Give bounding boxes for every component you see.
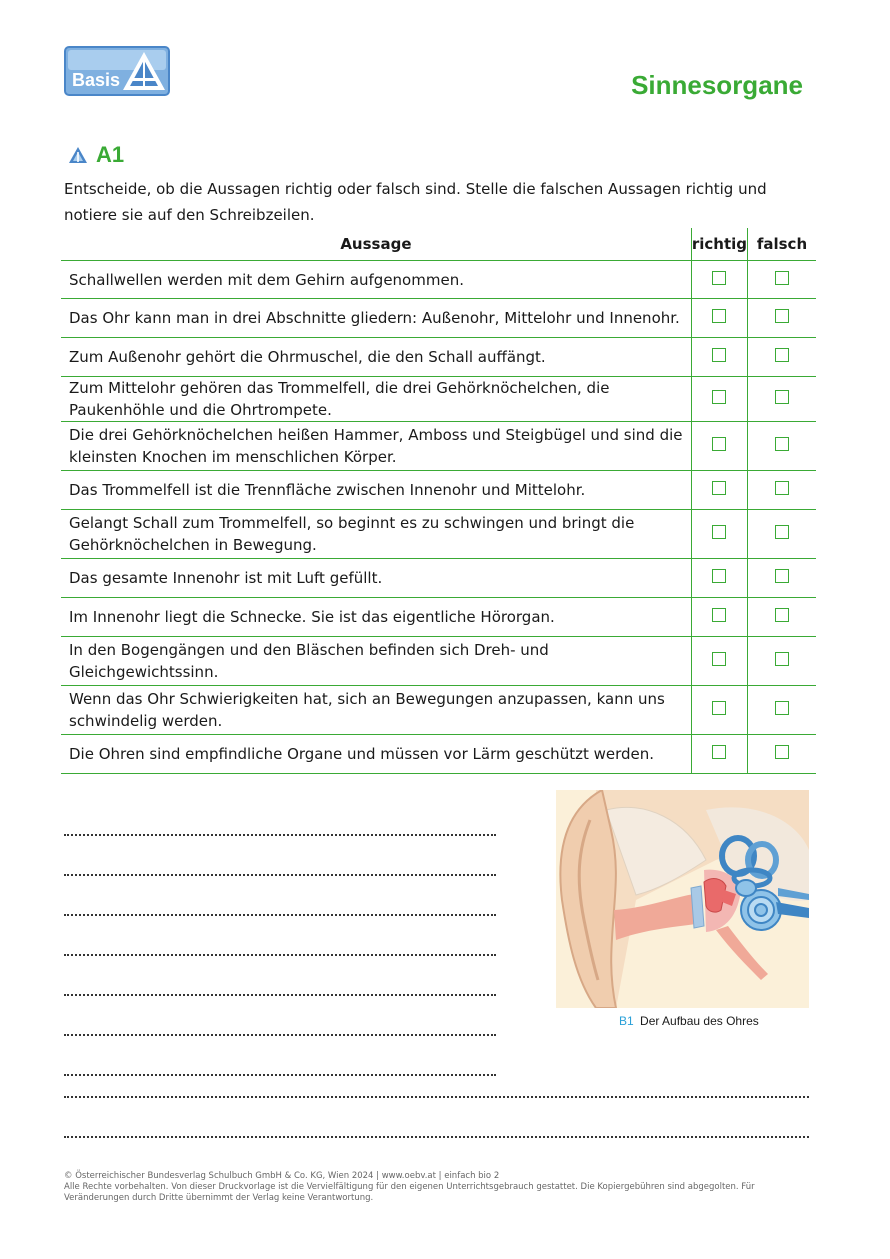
statement-text: In den Bogengängen und den Bläschen befinden sich Dreh- und Gleichgewichtssinn. bbox=[61, 637, 691, 686]
statement-text: Die drei Gehörknöchelchen heißen Hammer, Amboss und Steigbügel und sind die kleinsten Knochen im menschlichen Körper. bbox=[61, 422, 691, 471]
svg-text:Basis: Basis bbox=[72, 70, 121, 90]
task-heading bbox=[68, 142, 124, 168]
table-row bbox=[61, 637, 816, 686]
right-checkbox[interactable] bbox=[712, 309, 726, 323]
table-row bbox=[61, 686, 816, 735]
right-checkbox[interactable] bbox=[712, 481, 726, 495]
table-row bbox=[61, 471, 816, 510]
figure-number: B1 bbox=[619, 1014, 634, 1028]
table-header-row bbox=[61, 228, 816, 261]
right-checkbox[interactable] bbox=[712, 569, 726, 583]
figure-caption bbox=[619, 1014, 759, 1028]
writing-line[interactable] bbox=[64, 876, 496, 916]
writing-line[interactable] bbox=[64, 996, 496, 1036]
writing-line[interactable] bbox=[64, 796, 496, 836]
figure-caption-text: Der Aufbau des Ohres bbox=[640, 1014, 759, 1028]
writing-line-long[interactable] bbox=[64, 1134, 809, 1138]
table-row bbox=[61, 598, 816, 637]
statement-text: Zum Außenohr gehört die Ohrmuschel, die den Schall auffängt. bbox=[61, 338, 691, 377]
table-row bbox=[61, 299, 816, 338]
writing-lines-short bbox=[64, 796, 496, 1076]
statement-text: Wenn das Ohr Schwierigkeiten hat, sich an Bewegungen anzupassen, kann uns schwindelig werden. bbox=[61, 686, 691, 735]
basis-logo bbox=[64, 46, 170, 96]
right-checkbox[interactable] bbox=[712, 745, 726, 759]
header-right: richtig bbox=[691, 228, 747, 261]
right-checkbox[interactable] bbox=[712, 271, 726, 285]
writing-line-long[interactable] bbox=[64, 1094, 809, 1098]
right-checkbox[interactable] bbox=[712, 525, 726, 539]
wrong-checkbox[interactable] bbox=[775, 481, 789, 495]
right-checkbox[interactable] bbox=[712, 348, 726, 362]
statements-table bbox=[61, 228, 816, 774]
table-row bbox=[61, 377, 816, 422]
footer-copyright: © Österreichischer Bundesverlag Schulbuch GmbH & Co. KG, Wien 2024 | www.oebv.at | einfach bio 2 bbox=[64, 1171, 500, 1181]
table-row bbox=[61, 422, 816, 471]
wrong-checkbox[interactable] bbox=[775, 437, 789, 451]
wrong-checkbox[interactable] bbox=[775, 390, 789, 404]
footer bbox=[64, 1171, 804, 1204]
statement-text: Gelangt Schall zum Trommelfell, so beginnt es zu schwingen und bringt die Gehörknöchelchen in Bewegung. bbox=[61, 510, 691, 559]
task-label: A1 bbox=[96, 142, 125, 167]
wrong-checkbox[interactable] bbox=[775, 525, 789, 539]
statement-text: Im Innenohr liegt die Schnecke. Sie ist das eigentliche Hörorgan. bbox=[61, 598, 691, 637]
right-checkbox[interactable] bbox=[712, 437, 726, 451]
table-row bbox=[61, 510, 816, 559]
wrong-checkbox[interactable] bbox=[775, 652, 789, 666]
writing-line[interactable] bbox=[64, 1036, 496, 1076]
table-row bbox=[61, 261, 816, 299]
page-title: Sinnesorgane bbox=[631, 70, 803, 100]
right-checkbox[interactable] bbox=[712, 701, 726, 715]
writing-line[interactable] bbox=[64, 836, 496, 876]
statement-text: Das Ohr kann man in drei Abschnitte gliedern: Außenohr, Mittelohr und Innenohr. bbox=[61, 299, 691, 338]
statement-text: Schallwellen werden mit dem Gehirn aufgenommen. bbox=[61, 261, 691, 299]
right-checkbox[interactable] bbox=[712, 390, 726, 404]
header-wrong: falsch bbox=[748, 228, 817, 261]
wrong-checkbox[interactable] bbox=[775, 701, 789, 715]
table-row bbox=[61, 559, 816, 598]
statement-text: Das gesamte Innenohr ist mit Luft gefüllt. bbox=[61, 559, 691, 598]
wrong-checkbox[interactable] bbox=[775, 569, 789, 583]
wrong-checkbox[interactable] bbox=[775, 348, 789, 362]
right-checkbox[interactable] bbox=[712, 608, 726, 622]
writing-line[interactable] bbox=[64, 956, 496, 996]
task-instruction: Entscheide, ob die Aussagen richtig oder falsch sind. Stelle die falschen Aussagen richtig und notiere sie auf den Schreibzeilen. bbox=[64, 180, 767, 224]
wrong-checkbox[interactable] bbox=[775, 745, 789, 759]
right-checkbox[interactable] bbox=[712, 652, 726, 666]
statement-text: Zum Mittelohr gehören das Trommelfell, die drei Gehörknöchelchen, die Paukenhöhle und die Ohrtrompete. bbox=[61, 377, 691, 422]
ear-illustration bbox=[556, 790, 809, 1008]
wrong-checkbox[interactable] bbox=[775, 608, 789, 622]
statement-text: Die Ohren sind empfindliche Organe und müssen vor Lärm geschützt werden. bbox=[61, 735, 691, 774]
statement-text: Das Trommelfell ist die Trennfläche zwischen Innenohr und Mittelohr. bbox=[61, 471, 691, 510]
table-row bbox=[61, 735, 816, 774]
table-row bbox=[61, 338, 816, 377]
basis-level-icon bbox=[68, 146, 88, 164]
wrong-checkbox[interactable] bbox=[775, 309, 789, 323]
writing-line[interactable] bbox=[64, 916, 496, 956]
wrong-checkbox[interactable] bbox=[775, 271, 789, 285]
footer-rights: Alle Rechte vorbehalten. Von dieser Druckvorlage ist die Vervielfältigung für den eigenen Unterrichtsgebrauch gestattet. Die Kopiergebühren sind abgegolten. Für Veränderungen durch Dritte übernimmt der Verlag keine Verantwortung. bbox=[64, 1182, 755, 1203]
header-statement: Aussage bbox=[61, 228, 691, 261]
